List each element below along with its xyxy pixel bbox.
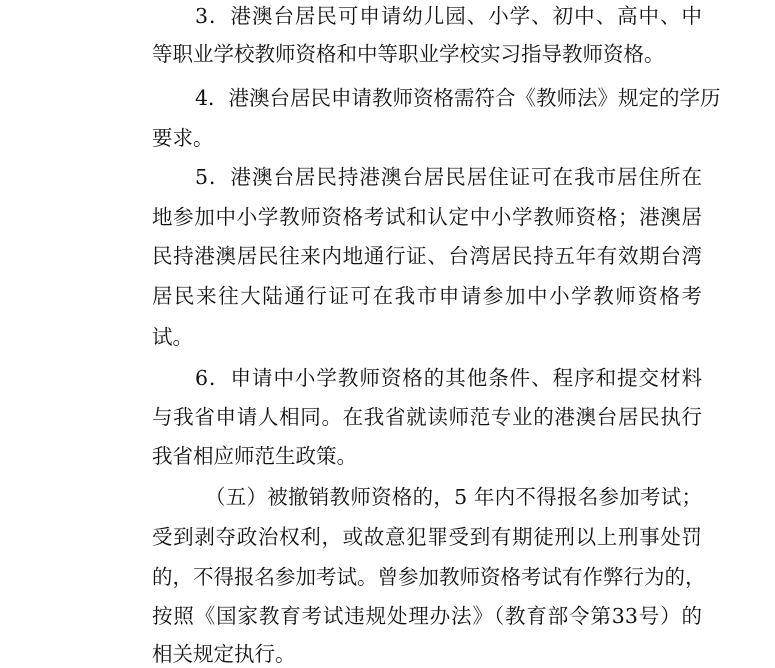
section-5-line-4: 按照《国家教育考试违规处理办法》（教育部令第33号）的 [152,604,702,628]
section-5-line-2: 受到剥夺政治权利，或故意犯罪受到有期徒刑以上刑事处罚 [152,525,702,549]
paragraph-5-line-3: 民持港澳居民往来内地通行证、台湾居民持五年有效期台湾 [152,244,702,268]
paragraph-6-line-3: 我省相应师范生政策。 [152,444,357,468]
paragraph-5-line-5: 试。 [152,325,193,349]
paragraph-4-line-1: 4．港澳台居民申请教师资格需符合《教师法》规定的学历 [195,86,721,110]
paragraph-6-line-1: 6．申请中小学教师资格的其他条件、程序和提交材料 [195,366,702,390]
paragraph-3-line-2: 等职业学校教师资格和中等职业学校实习指导教师资格。 [152,42,665,66]
paragraph-5-line-1: 5．港澳台居民持港澳台居民居住证可在我市居住所在 [195,165,702,189]
paragraph-4-line-2: 要求。 [152,126,214,150]
paragraph-5-line-4: 居民来往大陆通行证可在我市申请参加中小学教师资格考 [152,284,702,308]
section-5-line-3: 的，不得报名参加考试。曾参加教师资格考试有作弊行为的， [152,565,706,589]
paragraph-5-line-2: 地参加中小学教师资格考试和认定中小学教师资格；港澳居 [152,205,702,229]
section-5-line-1: （五）被撤销教师资格的，5 年内不得报名参加考试； [205,485,702,509]
paragraph-6-line-2: 与我省申请人相同。在我省就读师范专业的港澳台居民执行 [152,405,702,429]
section-5-line-5: 相关规定执行。 [152,642,296,666]
paragraph-3-line-1: 3．港澳台居民可申请幼儿园、小学、初中、高中、中 [195,4,702,28]
